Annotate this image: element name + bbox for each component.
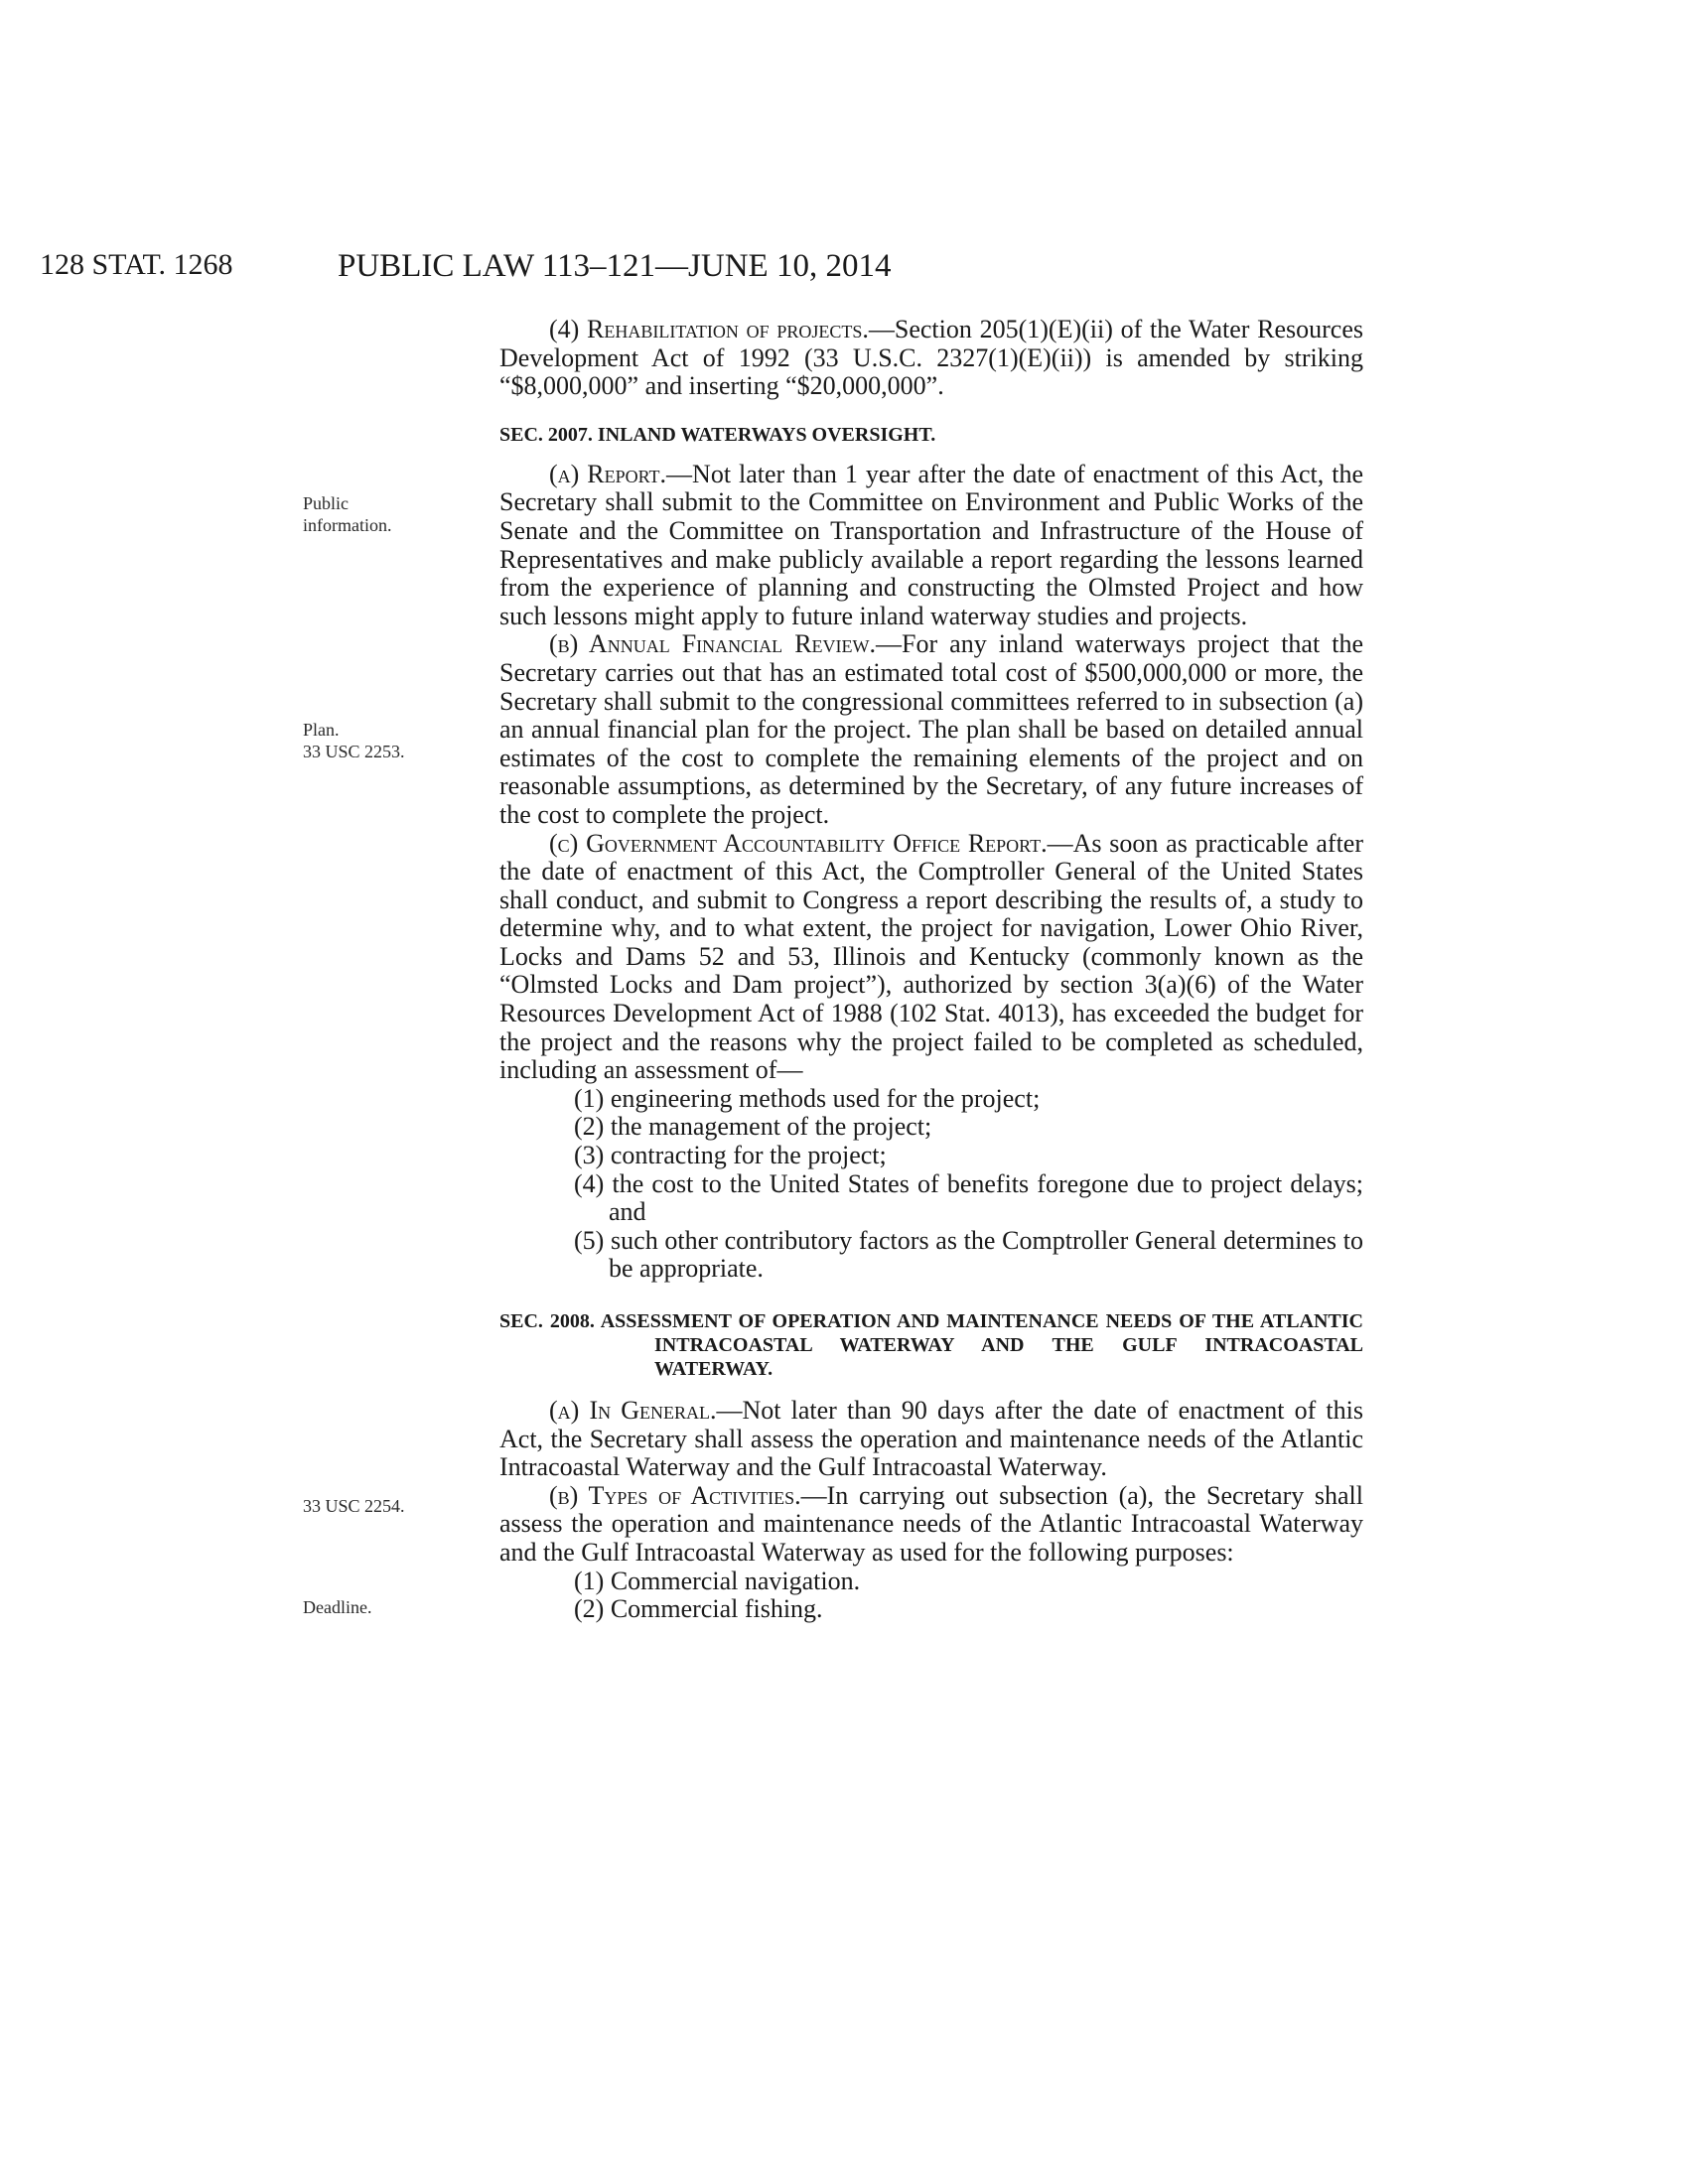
subsection-heading: (a) In General. — [549, 1396, 717, 1425]
subsection-c-gao-report — [499, 830, 1363, 1085]
list-item: (2) Commercial fishing. — [574, 1594, 823, 1624]
list-item: (5) such other contributory factors as the Comptroller General determines to be appropriate. — [574, 1225, 1363, 1284]
list-item: (4) the cost to the United States of benefits foregone due to project delays; and — [574, 1168, 1363, 1227]
margin-note-public-information: Public information. — [303, 493, 392, 535]
subsection-text: —For any inland waterways project that the Secretary carries out that has an estimated total cost of $500,000,000 or more, the Secretary shall submit to the congressional committees referred to in subsection (a) an annual financial plan for the project. The plan shall be based on detailed annual estimates of the cost to complete the remaining elements of the project and on reasonable assumptions, as determined by the Secretary, of any future increases of the cost to complete the project. — [499, 629, 1363, 829]
subsection-heading: (b) Types of Activities. — [549, 1480, 801, 1510]
margin-note-deadline: Deadline. — [303, 1597, 372, 1617]
subsection-heading: (a) Report. — [549, 459, 667, 488]
subsection-b-types-of-activities — [499, 1482, 1363, 1568]
page-header — [0, 248, 1688, 288]
list-item: (1) Commercial navigation. — [574, 1566, 861, 1595]
subsection-text: —As soon as practicable after the date of enactment of this Act, the Comptroller General of the United States shall conduct, and submit to Congress a report describing the results of, a study to determine why, and to what extent, the project for navigation, Lower Ohio River, Locks and Dams 52 and 53, Illinois and Kentucky (commonly known as the “Olmsted Locks and Dam project”), authorized by section 3(a)(6) of the Water Resources Development Act of 1988 (102 Stat. 4013), has exceeded the budget for the project and the reasons why the project failed to be completed as scheduled, including an assessment of— — [499, 828, 1363, 1085]
margin-note-usc-2254: 33 USC 2254. — [303, 1496, 405, 1516]
section-2007-heading: SEC. 2007. INLAND WATERWAYS OVERSIGHT. — [499, 423, 936, 446]
list-item: (3) contracting for the project; — [574, 1141, 887, 1170]
law-title: PUBLIC LAW 113–121—JUNE 10, 2014 — [338, 248, 892, 284]
paragraph-text: —Section 205(1)(E)(ii) of the Water Resources Development Act of 1992 (33 U.S.C. 2327(1)(E)(ii)) is amended by striking “$8,000,000” and inserting “$20,000,000”. — [499, 315, 1363, 401]
main-text-column — [499, 316, 1363, 1624]
subsection-a-in-general — [499, 1397, 1363, 1482]
subsection-heading: (b) Annual Financial Review. — [549, 629, 877, 659]
section-2008-heading: SEC. 2008. ASSESSMENT OF OPERATION AND MAINTENANCE NEEDS OF THE ATLANTIC INTRACOASTAL WATERWAY AND THE GULF INTRACOASTAL WATERWAY. — [499, 1310, 1363, 1380]
subsection-heading: (c) Government Accountability Office Report. — [549, 828, 1048, 858]
subsection-text: —In carrying out subsection (a), the Secretary shall assess the operation and maintenance needs of the Atlantic Intracoastal Waterway and the Gulf Intracoastal Waterway as used for the following purposes: — [499, 1480, 1364, 1567]
subsection-b-annual-financial-review — [499, 630, 1363, 829]
paragraph-4-rehabilitation — [499, 316, 1363, 401]
subsection-a-report — [499, 461, 1363, 631]
list-item: (2) the management of the project; — [574, 1112, 932, 1142]
list-item: (1) engineering methods used for the project; — [574, 1083, 1041, 1113]
subsection-text: —Not later than 90 days after the date of enactment of this Act, the Secretary shall assess the operation and maintenance needs of the Atlantic Intracoastal Waterway and the Gulf Intracoastal Waterway. — [499, 1396, 1363, 1482]
stat-page-number: 128 STAT. 1268 — [40, 248, 233, 281]
margin-note-plan: Plan. 33 USC 2253. — [303, 720, 405, 761]
paragraph-heading: (4) Rehabilitation of projects. — [549, 315, 869, 343]
subsection-text: —Not later than 1 year after the date of enactment of this Act, the Secretary shall submit to the Committee on Environment and Public Works of the Senate and the Committee on Transportation and Infrastructure of the House of Representatives and make publicly available a report regarding the lessons learned from the experience of planning and constructing the Olmsted Project and how such lessons might apply to future inland waterway studies and projects. — [499, 459, 1363, 630]
